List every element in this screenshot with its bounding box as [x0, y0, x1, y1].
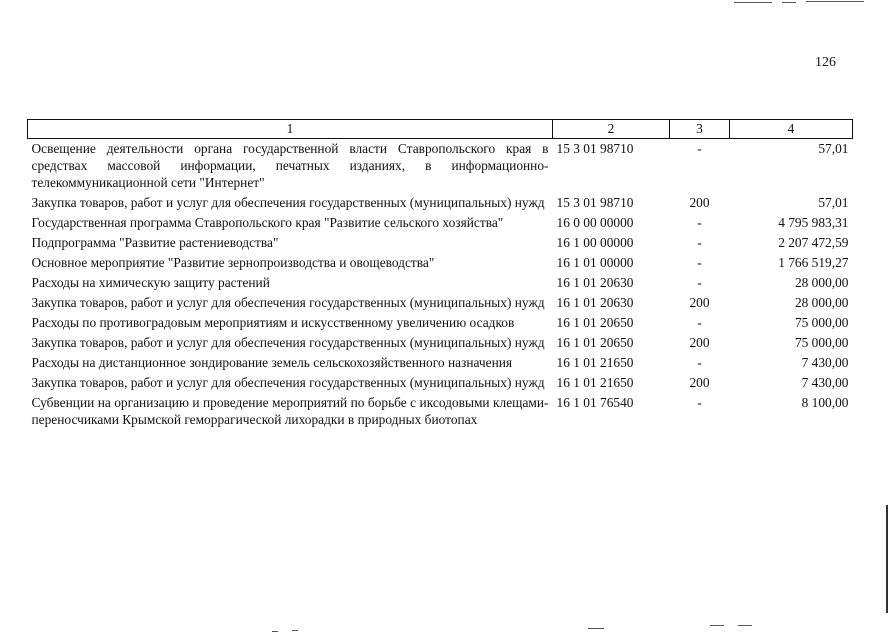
page-number: 126 — [815, 55, 836, 70]
scan-artifact-top — [806, 1, 864, 2]
row-expense-type: - — [697, 255, 702, 270]
table-row — [28, 373, 853, 393]
table-row — [28, 393, 853, 430]
row-code: 16 1 01 00000 — [556, 255, 634, 270]
scan-artifact-bottom — [710, 625, 724, 626]
row-code: 16 1 01 21650 — [556, 375, 634, 390]
row-code: 16 1 01 20650 — [556, 315, 634, 330]
header-cell-code: 2 — [553, 120, 670, 139]
row-name: Подпрограмма "Развитие растениеводства" — [31, 235, 279, 250]
row-amount: 7 430,00 — [801, 355, 849, 370]
scan-artifact-bottom — [738, 625, 752, 626]
table-row — [28, 313, 853, 333]
row-code: 16 1 01 20630 — [556, 295, 634, 310]
row-expense-type: 200 — [689, 295, 710, 310]
row-code: 15 3 01 98710 — [556, 195, 634, 210]
table-row — [28, 333, 853, 353]
row-amount: 4 795 983,31 — [778, 215, 849, 230]
row-name: Расходы по противоградовым мероприятиям и искусственному увеличению осадков — [31, 315, 515, 330]
row-expense-type: - — [697, 235, 702, 250]
row-name: Закупка товаров, работ и услуг для обеспечения государственных (муниципальных) нужд — [31, 295, 545, 310]
budget-table — [27, 119, 853, 430]
row-expense-type: - — [697, 275, 702, 290]
header-cell-name: 1 — [28, 120, 553, 139]
row-expense-type: - — [697, 395, 702, 410]
table-row — [28, 273, 853, 293]
row-code: 16 1 00 00000 — [556, 235, 634, 250]
row-code: 16 1 01 20650 — [556, 335, 634, 350]
row-code: 15 3 01 98710 — [556, 141, 634, 156]
scan-artifact-bottom — [272, 631, 278, 632]
row-code: 16 1 01 20630 — [556, 275, 634, 290]
scan-artifact-top — [734, 2, 772, 3]
row-code: 16 1 01 21650 — [556, 355, 634, 370]
row-expense-type: - — [697, 141, 702, 156]
header-cell-type: 3 — [670, 120, 730, 139]
row-name: Закупка товаров, работ и услуг для обеспечения государственных (муниципальных) нужд — [31, 375, 545, 390]
row-code: 16 0 00 00000 — [556, 215, 634, 230]
row-amount: 8 100,00 — [801, 395, 849, 410]
scan-artifact-bottom — [292, 630, 298, 631]
row-expense-type: - — [697, 215, 702, 230]
row-amount: 28 000,00 — [794, 275, 849, 290]
row-code: 16 1 01 76540 — [556, 395, 634, 410]
row-name: Субвенции на организацию и проведение мероприятий по борьбе с иксодовыми клещами-переносчиками Крымской геморрагической лихорадки в природных биотопах — [31, 395, 549, 427]
row-name: Закупка товаров, работ и услуг для обеспечения государственных (муниципальных) нужд — [31, 335, 545, 350]
row-name: Государственная программа Ставропольского края "Развитие сельского хозяйства" — [31, 215, 504, 230]
row-name: Освещение деятельности органа государственной власти Ставропольского края в средствах массовой информации, печатных изданиях, в информационно-телекоммуникационной сети "Интернет" — [31, 141, 549, 190]
scan-artifact-bottom — [588, 628, 604, 629]
row-amount: 7 430,00 — [801, 375, 849, 390]
row-amount: 75 000,00 — [794, 315, 849, 330]
table-row — [28, 233, 853, 253]
row-amount: 2 207 472,59 — [778, 235, 849, 250]
table-row — [28, 293, 853, 313]
table-row — [28, 139, 853, 194]
row-name: Расходы на дистанционное зондирование земель сельскохозяйственного назначения — [31, 355, 513, 370]
table-row — [28, 353, 853, 373]
row-expense-type: 200 — [689, 335, 710, 350]
row-name: Закупка товаров, работ и услуг для обеспечения государственных (муниципальных) нужд — [31, 195, 545, 210]
row-name: Основное мероприятие "Развитие зернопроизводства и овощеводства" — [31, 255, 435, 270]
table-header-row — [28, 120, 853, 139]
row-expense-type: 200 — [689, 195, 710, 210]
row-amount: 75 000,00 — [794, 335, 849, 350]
row-amount: 28 000,00 — [794, 295, 849, 310]
table-row — [28, 193, 853, 213]
table-row — [28, 213, 853, 233]
row-amount: 57,01 — [818, 141, 849, 156]
scan-edge-right — [886, 505, 888, 613]
row-expense-type: - — [697, 355, 702, 370]
row-amount: 1 766 519,27 — [778, 255, 849, 270]
row-name: Расходы на химическую защиту растений — [31, 275, 270, 290]
table-row — [28, 253, 853, 273]
row-expense-type: 200 — [689, 375, 710, 390]
header-cell-amount: 4 — [730, 120, 853, 139]
row-amount: 57,01 — [818, 195, 849, 210]
row-expense-type: - — [697, 315, 702, 330]
scan-artifact-top — [782, 2, 796, 3]
